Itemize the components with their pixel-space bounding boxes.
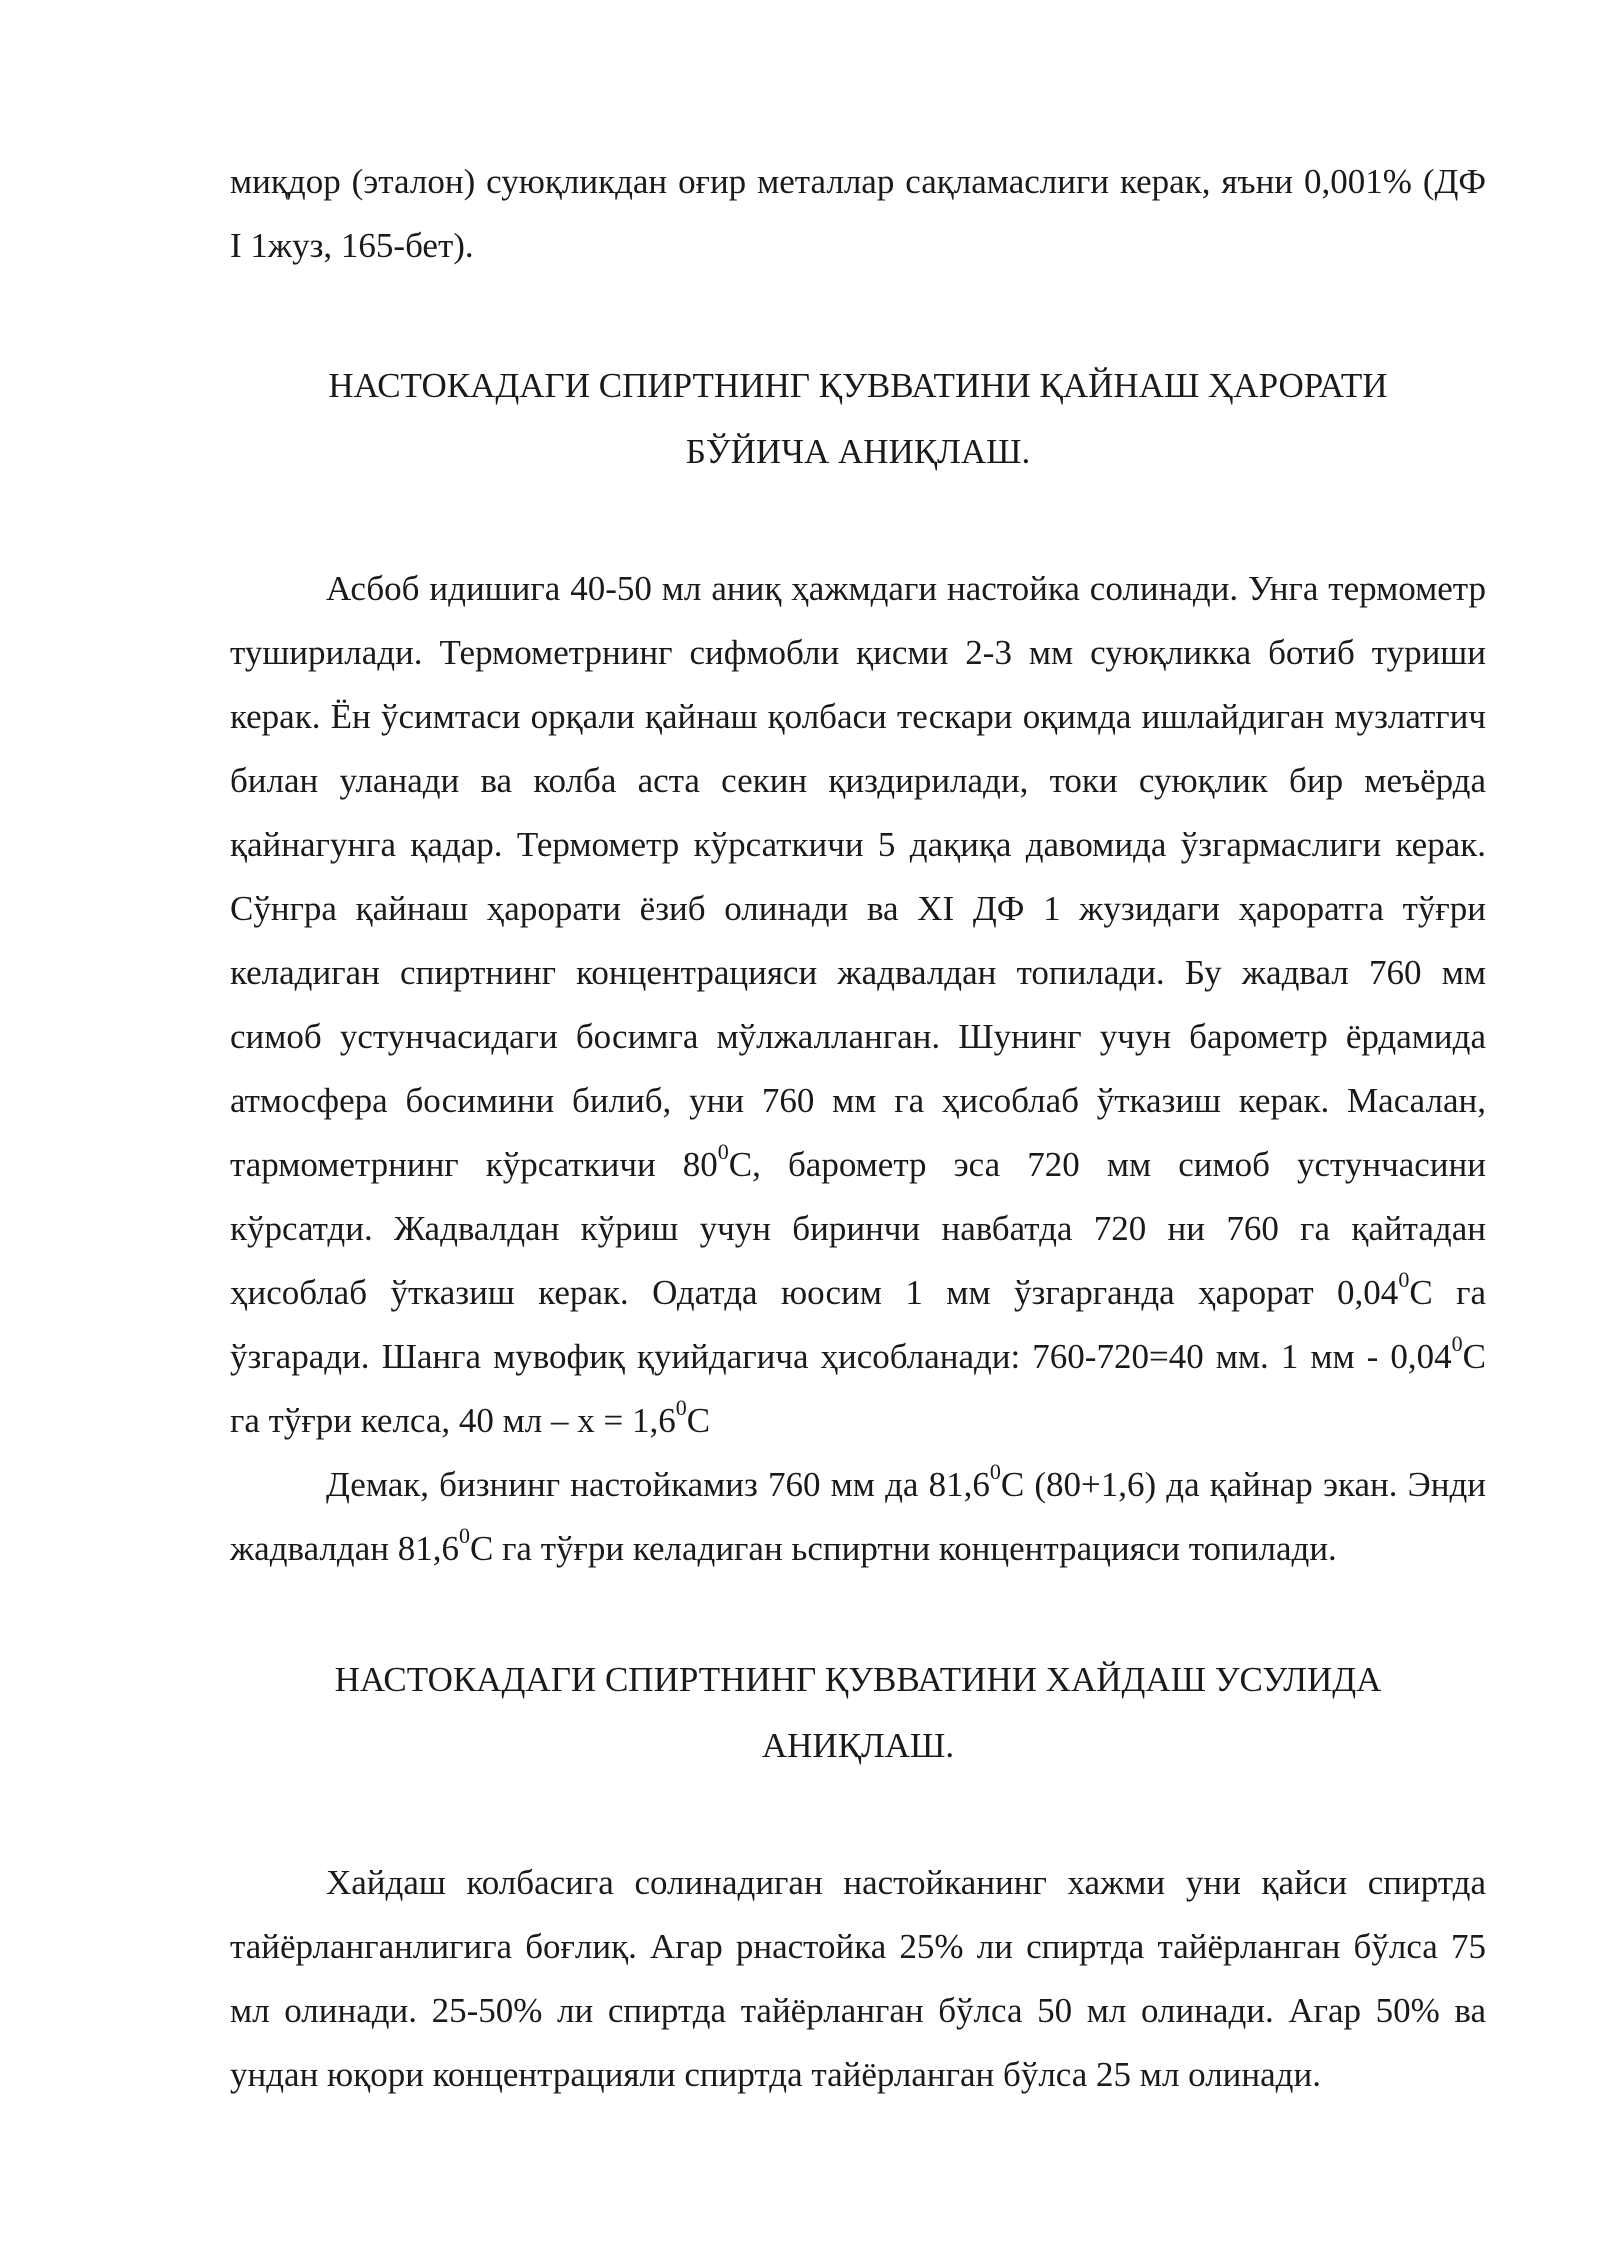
heading-line: НАСТОКАДАГИ СПИРТНИНГ ҚУВВАТИНИ ХАЙДАШ УСУЛИДА xyxy=(334,1660,1382,1699)
section-heading-boiling-point xyxy=(230,353,1486,485)
paragraph-conclusion xyxy=(230,1453,1486,1581)
paragraph-distillation: Хайдаш колбасига солинадиган настойканинг хажми уни қайси спиртда тайёрланганлигига боғлиқ. Агар рнастойка 25% ли спиртда тайёрланган бўлса 75 мл олинади. 25-50% ли спиртда тайёрланган бўлса 50 мл олинади. Агар 50% ва ундан юқори концентрацияли спиртда тайёрланган бўлса 25 мл олинади. xyxy=(230,1863,1486,2094)
document-page xyxy=(230,150,1486,2107)
paragraph-continuation: миқдор (эталон) суюқликдан оғир металлар сақламаслиги керак, яъни 0,001% (ДФ I 1жуз, 165-бет). xyxy=(230,162,1486,265)
text-run: С, барометр эса 720 мм симоб устунчасини кўрсатди. Жадвалдан кўриш учун биринчи навбатда 720 ни 760 га қайтадан ҳисоблаб ўтказиш керак. Одатда юосим 1 мм ўзгарганда ҳарорат 0,04 xyxy=(230,1145,1486,1312)
superscript: 0 xyxy=(989,1459,1001,1485)
text-run: С xyxy=(686,1401,711,1440)
text-run: С (80+1,6) да қайнар экан. Энди жадвалдан 81,6 xyxy=(230,1465,1486,1568)
heading-line: БЎЙИЧА АНИҚЛАШ. xyxy=(685,432,1031,471)
text-run: Асбоб идишига 40-50 мл аниқ ҳажмдаги настойка солинади. Унга термометр туширилади. Термометрнинг сифмобли қисми 2-3 мм суюқликка ботиб туриши керак. Ён ўсимтаси орқали қайнаш қолбаси тескари оқимда ишлайдиган музлатгич билан уланади ва колба аста секин қиздирилади, токи суюқлик бир меъёрда қайнагунга қадар. Термометр кўрсаткичи 5 дақиқа давомида ўзгармаслиги керак. Сўнгра қайнаш ҳарорати ёзиб олинади ва XI ДФ 1 жузидаги ҳароратга тўғри келадиган спиртнинг концентрацияси жадвалдан топилади. Бу жадвал 760 мм симоб устунчасидаги босимга мўлжалланган. Шунинг учун барометр ёрдамида атмосфера босимини билиб, уни 760 мм га ҳисоблаб ўтказиш керак. Масалан, тармометрнинг кўрсаткичи 80 xyxy=(230,569,1486,1184)
superscript: 0 xyxy=(1398,1267,1410,1293)
text-run: С га тўғри келадиган ьспиртни концентрацияси топилади. xyxy=(469,1529,1337,1568)
text-run: С га ўзгаради. Шанга мувофиқ қуийдагича ҳисобланади: 760-720=40 мм. 1 мм - 0,04 xyxy=(230,1273,1486,1376)
text-run: Демак, бизнинг настойкамиз 760 мм да 81,6 xyxy=(326,1465,990,1504)
section-heading-distillation xyxy=(230,1647,1486,1779)
paragraph-procedure xyxy=(230,557,1486,1453)
heading-line: АНИҚЛАШ. xyxy=(761,1726,955,1765)
superscript: 0 xyxy=(458,1523,470,1549)
superscript: 0 xyxy=(1451,1331,1463,1357)
heading-line: НАСТОКАДАГИ СПИРТНИНГ ҚУВВАТИНИ ҚАЙНАШ ҲАРОРАТИ xyxy=(328,366,1388,405)
superscript: 0 xyxy=(675,1395,687,1421)
superscript: 0 xyxy=(717,1139,729,1165)
text-run: С га тўғри келса, 40 мл – х = 1,6 xyxy=(230,1337,1486,1440)
